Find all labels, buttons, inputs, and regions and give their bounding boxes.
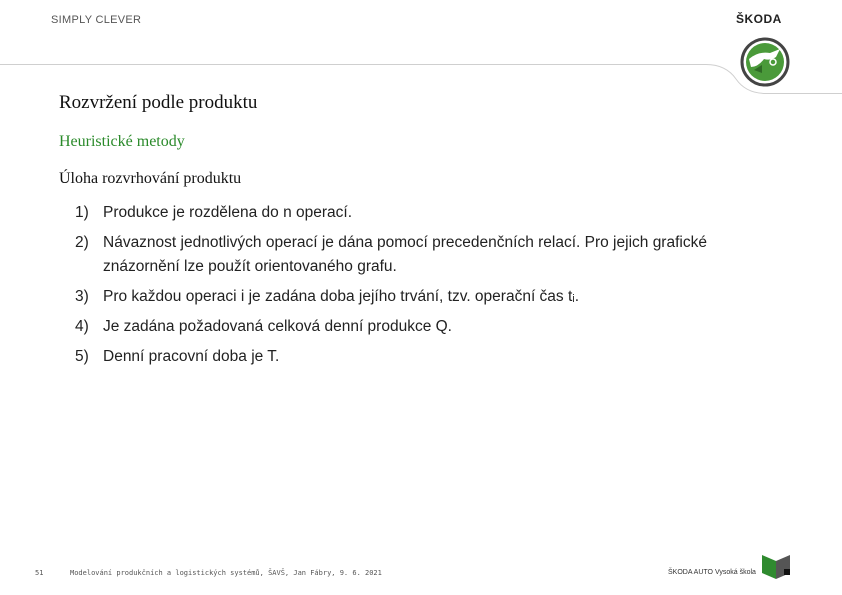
brand-wordmark: ŠKODA [736, 12, 782, 26]
list-item-text: Návaznost jednotlivých operací je dána pomocí precedenčních relací. Pro jejich grafické znázornění lze použít orientovaného grafu. [103, 234, 707, 275]
slide-subtitle: Heuristické metody [59, 133, 185, 150]
task-list [75, 201, 765, 375]
list-item [75, 231, 765, 279]
section-heading: Úloha rozvrhování produktu [59, 170, 242, 187]
list-item-number: 1) [75, 204, 89, 221]
list-item-number: 2) [75, 234, 89, 251]
list-item [75, 315, 765, 339]
header-divider [0, 64, 706, 65]
list-item [75, 285, 765, 309]
skoda-logo-icon [740, 37, 790, 87]
school-flag-icon [760, 551, 794, 581]
list-item-number: 4) [75, 318, 89, 335]
list-item-text: Produkce je rozdělena do n operací. [103, 204, 353, 221]
list-item-text: Pro každou operaci i je zadána doba jejího trvání, tzv. operační čas tᵢ. [103, 288, 580, 305]
page-number: 51 [35, 569, 44, 577]
list-item [75, 345, 765, 369]
list-item-number: 5) [75, 348, 89, 365]
footer-text: Modelování produkčních a logistických systémů, ŠAVŠ, Jan Fábry, 9. 6. 2021 [70, 569, 382, 577]
list-item-text: Je zadána požadovaná celková denní produkce Q. [103, 318, 452, 335]
footer-brand: ŠKODA AUTO Vysoká škola [668, 569, 756, 576]
tagline: SIMPLY CLEVER [51, 14, 142, 26]
slide-title: Rozvržení podle produktu [59, 92, 258, 113]
list-item-text: Denní pracovní doba je T. [103, 348, 280, 365]
list-item-number: 3) [75, 288, 89, 305]
list-item [75, 201, 765, 225]
